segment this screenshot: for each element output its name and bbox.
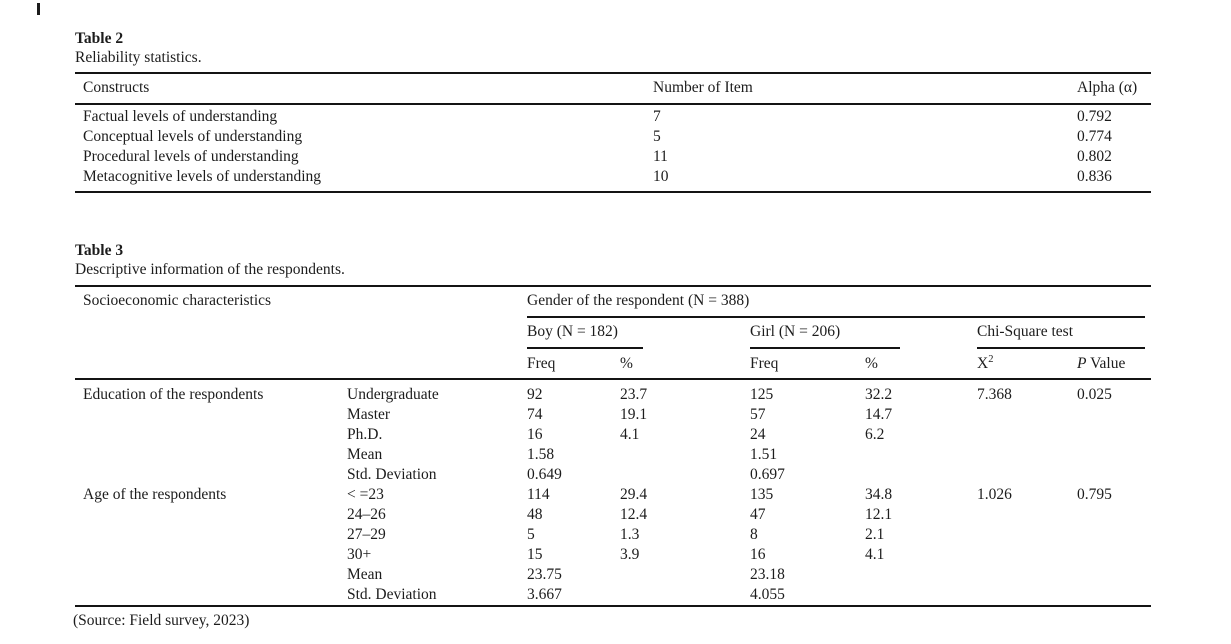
table2-header-constructs: Constructs [83,79,150,96]
table2-row [0,167,1231,187]
cell-boy-pct: 4.1 [620,426,640,443]
cell-boy-freq: 48 [527,506,543,523]
table2-bottom-rule [75,191,1151,193]
cell-girl-freq: 1.51 [750,446,778,463]
cell-sub-label: 27–29 [347,526,386,543]
table2-cell-construct: Metacognitive levels of understanding [83,168,322,185]
table3-header-girl-pct: % [865,355,878,372]
cell-chi: 7.368 [977,386,1012,403]
cell-sub-label: Mean [347,446,383,463]
table3-chi-group-rule [977,347,1145,349]
cell-girl-freq: 57 [750,406,766,423]
table3-header-gender-group: Gender of the respondent (N = 388) [527,292,750,309]
table2-row [0,127,1231,147]
cell-girl-freq: 8 [750,526,758,543]
table2-row [0,147,1231,167]
table3-boy-group-rule [527,347,643,349]
table3-header-chi-square [977,355,993,373]
cell-girl-pct: 4.1 [865,546,885,563]
cell-sub-label: Ph.D. [347,426,383,443]
table3-row [0,585,1231,605]
table2-cell-alpha: 0.792 [1077,108,1112,125]
table3-header-row-1 [0,292,1231,310]
cell-girl-pct: 12.1 [865,506,893,523]
table3-header-row-2 [0,323,1231,341]
cell-girl-freq: 135 [750,486,774,503]
table2-cell-alpha: 0.836 [1077,168,1112,185]
table2-cell-alpha: 0.802 [1077,148,1112,165]
cell-boy-freq: 23.75 [527,566,562,583]
chi-symbol: X [977,355,989,372]
cell-sub-label: 30+ [347,546,372,563]
cell-girl-freq: 0.697 [750,466,785,483]
table3-row [0,565,1231,585]
cell-boy-freq: 3.667 [527,586,562,603]
cell-boy-freq: 0.649 [527,466,562,483]
table3-row [0,465,1231,485]
p-value-label: Value [1090,355,1126,372]
table3-header-boy-pct: % [620,355,633,372]
cell-boy-pct: 19.1 [620,406,648,423]
cell-boy-freq: 114 [527,486,550,503]
cell-boy-pct: 3.9 [620,546,640,563]
cell-girl-freq: 4.055 [750,586,785,603]
cell-group-label: Age of the respondents [83,486,227,503]
table2-cell-num-items: 5 [653,128,661,145]
table3-header-p-value [1077,355,1125,373]
table2-cell-num-items: 7 [653,108,661,125]
cell-sub-label: Mean [347,566,383,583]
table3-bottom-rule [75,605,1151,607]
table3-caption: Descriptive information of the respondents. [75,261,345,278]
table3-header-rule [75,378,1151,380]
table3-header-boy-group: Boy (N = 182) [527,323,618,340]
table2-cell-num-items: 10 [653,168,669,185]
cell-boy-pct: 12.4 [620,506,648,523]
cell-girl-pct: 34.8 [865,486,893,503]
cell-girl-freq: 24 [750,426,766,443]
table2-cell-construct: Conceptual levels of understanding [83,128,303,145]
cell-boy-freq: 92 [527,386,543,403]
table3-header-girl-freq: Freq [750,355,779,372]
cell-boy-freq: 15 [527,546,543,563]
table3-gender-group-rule [527,316,1145,318]
table2-header-row [0,79,1231,97]
cell-chi: 1.026 [977,486,1012,503]
cell-boy-freq: 16 [527,426,543,443]
table3-header-boy-freq: Freq [527,355,556,372]
cell-sub-label: Std. Deviation [347,466,437,483]
cell-girl-pct: 14.7 [865,406,893,423]
table3-header-chi-group: Chi-Square test [977,323,1073,340]
table3-row [0,425,1231,445]
cell-girl-pct: 32.2 [865,386,893,403]
table2-header-rule [75,103,1151,105]
cell-group-label: Education of the respondents [83,386,264,403]
table3-header-girl-group: Girl (N = 206) [750,323,841,340]
table3-row [0,445,1231,465]
p-symbol: P [1077,355,1087,372]
table2-cell-construct: Factual levels of understanding [83,108,278,125]
chi-superscript: 2 [988,353,994,365]
table2-title: Table 2 [75,30,124,47]
table2-header-alpha: Alpha (α) [1077,79,1138,96]
cell-p: 0.025 [1077,386,1112,403]
table2-caption: Reliability statistics. [75,49,202,66]
cell-boy-pct: 1.3 [620,526,640,543]
table3-row [0,505,1231,525]
table3-row [0,485,1231,505]
table3-row [0,405,1231,425]
cell-sub-label: Master [347,406,391,423]
cell-boy-freq: 1.58 [527,446,555,463]
table3-top-rule [75,285,1151,287]
cell-girl-freq: 125 [750,386,774,403]
table2-cell-num-items: 11 [653,148,668,165]
table3-row [0,545,1231,565]
cell-p: 0.795 [1077,486,1112,503]
cell-girl-pct: 6.2 [865,426,885,443]
page-artifact-mark [37,3,40,15]
cell-sub-label: 24–26 [347,506,386,523]
cell-girl-freq: 47 [750,506,766,523]
table3-title: Table 3 [75,242,124,259]
table3-row [0,385,1231,405]
cell-boy-pct: 23.7 [620,386,648,403]
table2-cell-alpha: 0.774 [1077,128,1112,145]
table2-row [0,107,1231,127]
table2-header-num-items: Number of Item [653,79,753,96]
table2-cell-construct: Procedural levels of understanding [83,148,299,165]
source-note: (Source: Field survey, 2023) [73,612,250,629]
table3-header-row-3 [0,355,1231,373]
cell-sub-label: Undergraduate [347,386,439,403]
cell-boy-freq: 74 [527,406,543,423]
cell-boy-pct: 29.4 [620,486,648,503]
table2-top-rule [75,72,1151,74]
cell-girl-freq: 23.18 [750,566,785,583]
cell-sub-label: < =23 [347,486,384,503]
cell-girl-pct: 2.1 [865,526,885,543]
table3-girl-group-rule [750,347,900,349]
table3-header-socioeconomic: Socioeconomic characteristics [83,292,272,309]
table3-row [0,525,1231,545]
cell-girl-freq: 16 [750,546,766,563]
cell-boy-freq: 5 [527,526,535,543]
cell-sub-label: Std. Deviation [347,586,437,603]
